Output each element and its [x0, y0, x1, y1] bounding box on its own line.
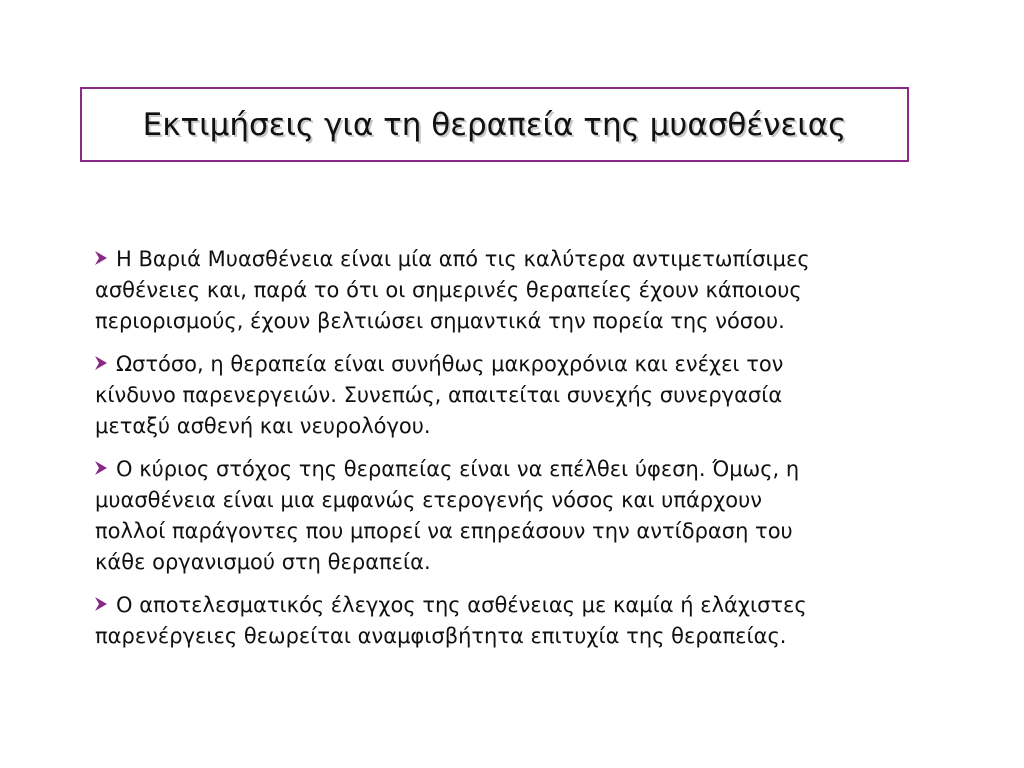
bullet-line: παρενέργειες θεωρείται αναμφισβήτητα επιτυχία της θεραπείας.: [95, 624, 787, 648]
bullet-line: μεταξύ ασθενή και νευρολόγου.: [95, 414, 431, 438]
arrowhead-bullet-icon: [95, 356, 107, 370]
bullet-line: Η Βαριά Μυασθένεια είναι μία από τις καλύτερα αντιμετωπίσιμες: [116, 247, 810, 271]
arrowhead-bullet-icon: [95, 597, 107, 611]
bullet-line: Ο κύριος στόχος της θεραπείας είναι να επέλθει ύφεση. Όμως, η: [116, 457, 800, 481]
bullet-line: Ο αποτελεσματικός έλεγχος της ασθένειας με καμία ή ελάχιστες: [116, 593, 807, 617]
bullet-line: κάθε οργανισμού στη θεραπεία.: [95, 550, 431, 574]
arrowhead-bullet-icon: [95, 251, 107, 265]
bullet-item-4: [95, 590, 945, 652]
bullet-item-2: [95, 349, 945, 442]
title-box: [80, 87, 909, 162]
bullet-line: Ωστόσο, η θεραπεία είναι συνήθως μακροχρόνια και ενέχει τον: [116, 352, 784, 376]
bullet-line: ασθένειες και, παρά το ότι οι σημερινές θεραπείες έχουν κάποιους: [95, 278, 802, 302]
slide-title: Εκτιμήσεις για τη θεραπεία της μυασθένειας: [142, 106, 847, 143]
bullet-item-3: [95, 454, 945, 578]
bullet-item-1: [95, 244, 945, 337]
bullet-line: κίνδυνο παρενεργειών. Συνεπώς, απαιτείται συνεχής συνεργασία: [95, 383, 783, 407]
bullet-list: [95, 244, 945, 664]
arrowhead-bullet-icon: [95, 461, 107, 475]
bullet-line: μυασθένεια είναι μια εμφανώς ετερογενής νόσος και υπάρχουν: [95, 488, 762, 512]
bullet-line: πολλοί παράγοντες που μπορεί να επηρεάσουν την αντίδραση του: [95, 519, 793, 543]
bullet-line: περιορισμούς, έχουν βελτιώσει σημαντικά την πορεία της νόσου.: [95, 309, 785, 333]
